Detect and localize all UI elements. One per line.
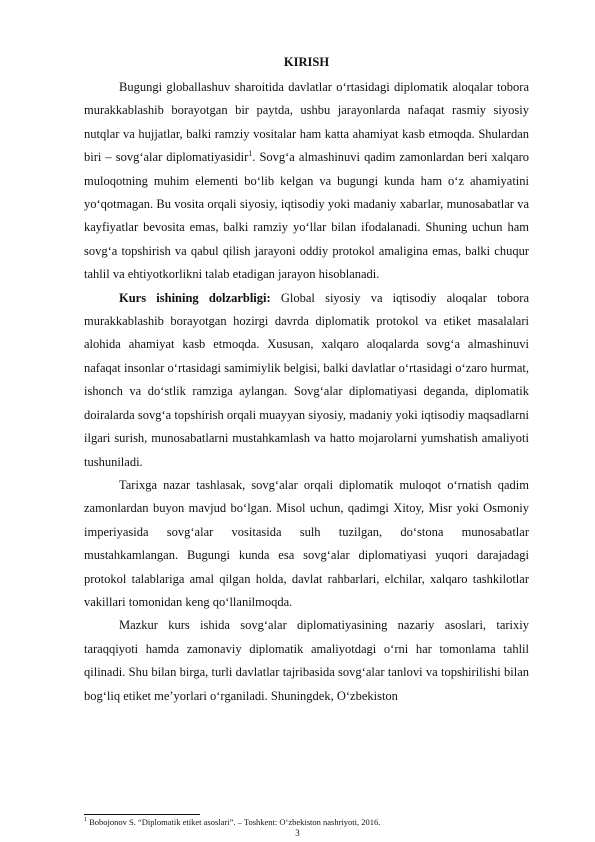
page-body — [84, 52, 529, 708]
paragraph-history: Tarixga nazar tashlasak, sovg‘alar orqali diplomatik muloqot o‘rnatish qadim zamonlardan buyon mavjud bo‘lgan. Misol uchun, qadimgi Xitoy, Misr yoki Osmoniy imperiyasida sovg‘alar vositasida sulh tuzilgan, do‘stona munosabatlar mustahkamlangan. Bugungi kunda esa sovg‘alar diplomatiyasi yuqori darajadagi protokol talablariga amal qilgan holda, davlat rahbarlari, elchilar, xalqaro tashkilotlar vakillari tomonidan keng qo‘llanilmoqda. — [84, 477, 529, 609]
relevance-heading: Kurs ishining dolzarbligi: — [119, 290, 271, 305]
footnote-divider — [84, 814, 200, 815]
paragraph-scope: Mazkur kurs ishida sovg‘alar diplomatiyasining nazariy asoslari, tarixiy taraqqiyoti hamda zamonaviy diplomatik amaliyotdagi o‘rni har tomonlama tahlil qilinadi. Shu bilan birga, turli davlatlar tajribasida sovg‘alar tanlovi va topshirilishi bilan bog‘liq etiket me’yorlari o‘rganiladi. Shuningdek, O‘zbekiston — [84, 618, 529, 703]
footnote — [84, 817, 529, 828]
footnote-text: Bobojonov S. “Diplomatik etiket asoslari”. – Toshkent: O‘zbekiston nashriyoti, 2016. — [87, 817, 381, 827]
footnote-reference[interactable]: 1 — [248, 149, 253, 159]
paragraph-intro — [84, 76, 529, 287]
paragraph-text: Bugungi globallashuv sharoitida davlatlar o‘rtasidagi diplomatik aloqalar tobora murakkablashib borayotgan bir paytda, ushbu jarayonlarda nafaqat rasmiy siyosiy nutqlar va hujjatlar, balki ramziy vositalar ham katta ahamiyat kasb etmoqda. Shulardan biri – sovg‘alar diplomatiyasidir — [84, 80, 529, 165]
paragraph-relevance — [84, 287, 529, 474]
page-title: KIRISH — [283, 55, 330, 69]
footnote-marker: 1 — [84, 817, 87, 824]
paragraph-text: . Sovg‘a almashinuvi qadim zamonlardan beri xalqaro muloqotning muhim elementi bo‘lib kelgan va bugungi kunda ham o‘z ahamiyatini yo‘qotmagan. Bu vosita orqali siyosiy, iqtisodiy yoki madaniy xabarlar, munosabatlar va kayfiyatlar bevosita emas, balki ramziy yo‘llar bilan ifodalanadi. Shuning uchun ham sovg‘a topshirish va qabul qilish jarayoni oddiy protokol amaligina emas, balki chuqur tahlil va ehtiyotkorlikni talab etadigan jarayon hisoblanadi. — [84, 150, 529, 282]
page-number: 3 — [295, 828, 300, 838]
paragraph-text: Global siyosiy va iqtisodiy aloqalar tobora murakkablashib borayotgan hozirgi davrda diplomatik protokol va etiket masalalari alohida ahamiyat kasb etmoqda. Xususan, xalqaro aloqalarda sovg‘a almashinuvi nafaqat insonlar o‘rtasidagi samimiylik belgisi, balki davlatlar o‘rtasidagi o‘zaro hurmat, ishonch va do‘stlik ramziga aylangan. Sovg‘alar diplomatiyasi deganda, diplomatik doiralarda sovg‘a topshirish orqali muayyan siyosiy, madaniy yoki iqtisodiy maqsadlarni ilgari surish, munosabatlarni mustahkamlash va hatto mojarolarni yumshatish amaliyoti tushuniladi. — [84, 290, 530, 469]
